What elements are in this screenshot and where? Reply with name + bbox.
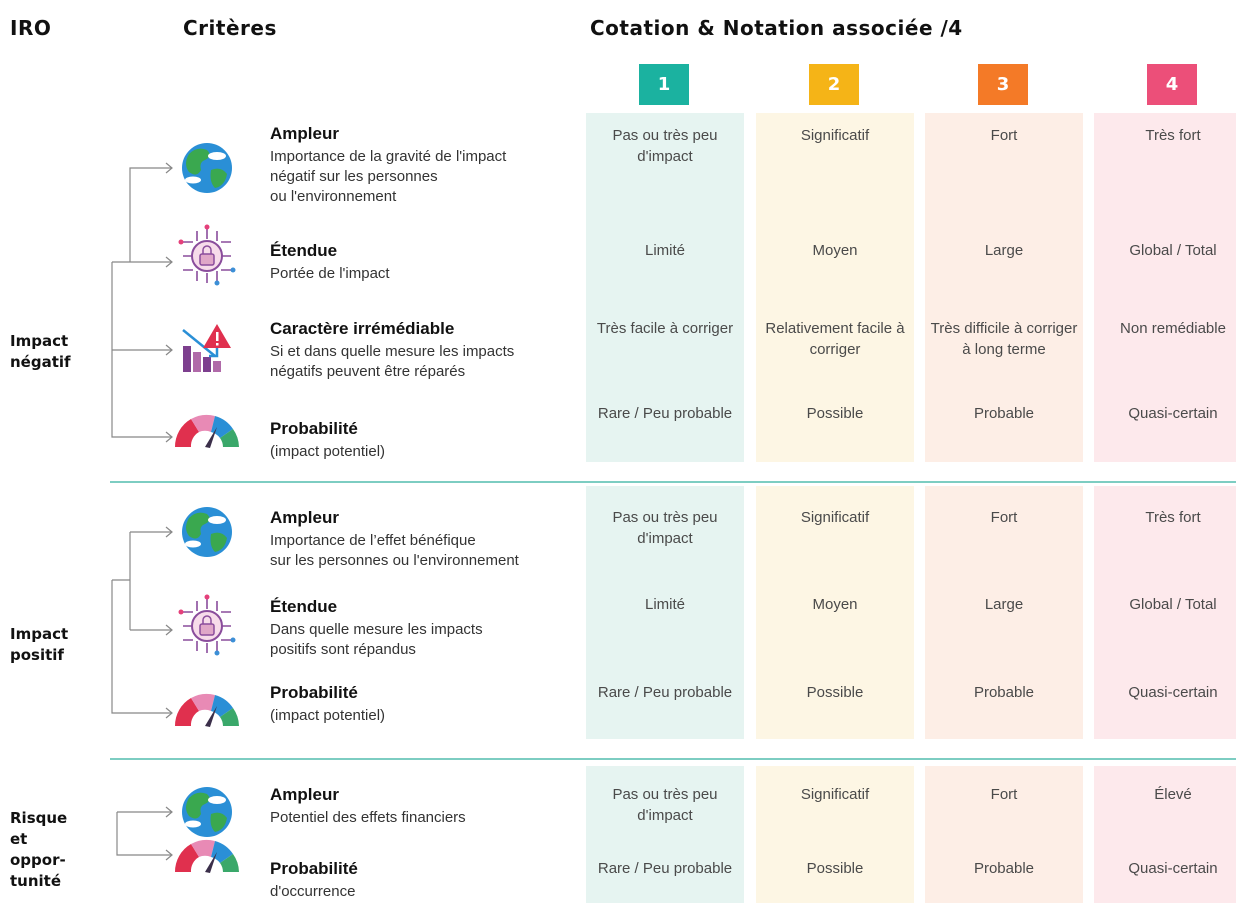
group-label-2 xyxy=(10,808,67,892)
rating-cell-score-3: Large xyxy=(984,242,1024,259)
group-label-1 xyxy=(10,624,68,666)
rating-cell-score-2: Moyen xyxy=(812,242,858,259)
criterion-desc-line: (impact potentiel) xyxy=(270,443,386,460)
criterion-title: Ampleur xyxy=(270,508,339,527)
criterion-description xyxy=(270,442,385,462)
circuit-lock-icon xyxy=(172,224,242,288)
group-label-line: oppor- xyxy=(10,851,66,869)
criterion-desc-line: (impact potentiel) xyxy=(270,707,386,724)
criterion-description xyxy=(270,264,390,284)
declining-chart-warning-icon xyxy=(172,320,242,384)
group-label-line: tunité xyxy=(10,872,62,890)
rating-cell-score-1: Limité xyxy=(644,242,685,259)
rating-cell-score-3: Probable xyxy=(973,860,1035,877)
criterion-desc-line: Potentiel des effets financiers xyxy=(270,809,466,826)
rating-cell-score-2: Significatif xyxy=(800,786,870,803)
rating-cell-score-1: Rare / Peu probable xyxy=(597,860,733,877)
criterion-desc-line: positifs sont répandus xyxy=(270,641,416,658)
rating-cell-score-1: Très facile à corriger xyxy=(596,320,734,337)
rating-cell-score-2: Significatif xyxy=(800,509,870,526)
group-label-line: positif xyxy=(10,646,64,664)
gauge-icon xyxy=(172,680,242,744)
group-label-line: et xyxy=(10,830,28,848)
criterion-title: Caractère irrémédiable xyxy=(270,319,455,338)
rating-cell-score-2: Relativement facile à corriger xyxy=(765,320,905,358)
rating-cell-score-1: Pas ou très peu d'impact xyxy=(612,509,718,547)
criterion-desc-line: Importance de la gravité de l'impact xyxy=(270,148,507,165)
rating-cell-score-1: Limité xyxy=(644,596,685,613)
criterion-title: Étendue xyxy=(270,597,338,616)
rating-cell-score-3: Fort xyxy=(990,786,1018,803)
score-badge-2: 2 xyxy=(809,64,859,105)
score-badge-3: 3 xyxy=(978,64,1028,105)
score-badge-1: 1 xyxy=(639,64,689,105)
group-label-line: négatif xyxy=(10,353,71,371)
rating-cell-score-2: Possible xyxy=(806,860,864,877)
criterion-desc-line: d'occurrence xyxy=(270,883,356,900)
rating-cell-score-3: Probable xyxy=(973,684,1035,701)
criterion-title: Ampleur xyxy=(270,785,339,804)
criterion-description xyxy=(270,147,506,207)
rating-cell-score-2: Moyen xyxy=(812,596,858,613)
rating-cell-score-3: Très difficile à corriger à long terme xyxy=(930,320,1078,358)
rating-cell-score-1: Pas ou très peu d'impact xyxy=(612,786,718,824)
globe-icon xyxy=(172,136,242,200)
criterion-desc-line: négatif sur les personnes xyxy=(270,168,438,185)
rating-cell-score-4: Global / Total xyxy=(1129,596,1217,613)
criterion-title: Probabilité xyxy=(270,859,358,878)
score-badge-4: 4 xyxy=(1147,64,1197,105)
criterion-description xyxy=(270,531,519,571)
cotation-header: Cotation & Notation associée /4 xyxy=(590,16,963,40)
rating-cell-score-2: Significatif xyxy=(800,127,870,144)
circuit-lock-icon xyxy=(172,594,242,658)
criterion-description xyxy=(270,808,466,828)
rating-cell-score-4: Quasi-certain xyxy=(1128,860,1218,877)
criterion-title: Étendue xyxy=(270,241,338,260)
rating-cell-score-3: Fort xyxy=(990,509,1018,526)
rating-cell-score-1: Pas ou très peu d'impact xyxy=(612,127,718,165)
criterion-description xyxy=(270,620,483,660)
criterion-desc-line: sur les personnes ou l'environnement xyxy=(270,552,519,569)
rating-cell-score-4: Très fort xyxy=(1145,127,1201,144)
criterion-desc-line: Si et dans quelle mesure les impacts xyxy=(270,343,515,360)
rating-cell-score-3: Probable xyxy=(973,405,1035,422)
criterion-title: Probabilité xyxy=(270,683,358,702)
criterion-desc-line: négatifs peuvent être réparés xyxy=(270,363,466,380)
gauge-icon xyxy=(172,826,242,890)
iro-header: IRO xyxy=(10,16,52,40)
rating-cell-score-4: Non remédiable xyxy=(1120,320,1226,337)
group-label-line: Impact xyxy=(10,332,69,350)
criterion-desc-line: Portée de l'impact xyxy=(270,265,390,282)
criterion-description xyxy=(270,882,355,902)
criterion-desc-line: Importance de l’effet bénéfique xyxy=(270,532,476,549)
criterion-desc-line: ou l'environnement xyxy=(270,188,397,205)
rating-cell-score-3: Large xyxy=(984,596,1024,613)
rating-cell-score-4: Global / Total xyxy=(1129,242,1217,259)
gauge-icon xyxy=(172,401,242,465)
criterion-description xyxy=(270,342,514,382)
rating-cell-score-2: Possible xyxy=(806,684,864,701)
rating-cell-score-1: Rare / Peu probable xyxy=(597,684,733,701)
rating-cell-score-4: Quasi-certain xyxy=(1128,684,1218,701)
criteres-header: Critères xyxy=(183,16,277,40)
group-label-line: Risque xyxy=(10,809,68,827)
rating-cell-score-4: Élevé xyxy=(1154,786,1192,803)
criterion-title: Probabilité xyxy=(270,419,358,438)
group-label-0 xyxy=(10,331,71,373)
rating-cell-score-1: Rare / Peu probable xyxy=(597,405,733,422)
rating-cell-score-4: Quasi-certain xyxy=(1128,405,1218,422)
globe-icon xyxy=(172,500,242,564)
criterion-title: Ampleur xyxy=(270,124,339,143)
group-label-line: Impact xyxy=(10,625,69,643)
rating-cell-score-2: Possible xyxy=(806,405,864,422)
criterion-description xyxy=(270,706,385,726)
criterion-desc-line: Dans quelle mesure les impacts xyxy=(270,621,483,638)
rating-cell-score-3: Fort xyxy=(990,127,1018,144)
rating-cell-score-4: Très fort xyxy=(1145,509,1201,526)
